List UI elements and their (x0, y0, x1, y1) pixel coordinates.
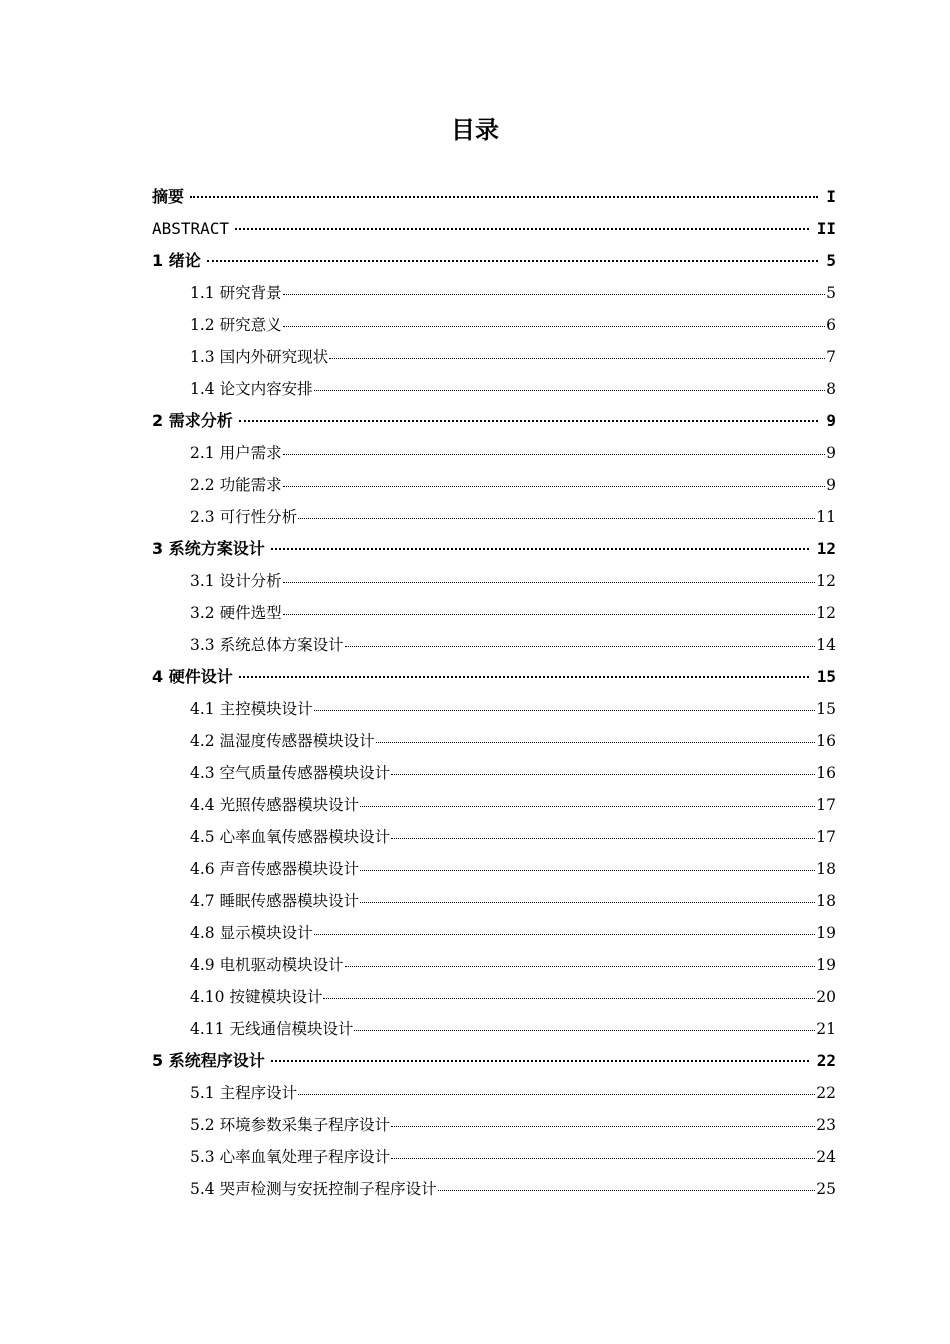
toc-page-number: 23 (816, 1116, 836, 1134)
toc-entry-label: 4.9 电机驱动模块设计 (190, 956, 344, 974)
toc-chapter-entry[interactable] (152, 181, 836, 213)
toc-dot-leader (391, 759, 815, 776)
toc-entry-label: 1.3 国内外研究现状 (190, 348, 329, 366)
toc-entry-label: 4.7 睡眠传感器模块设计 (190, 892, 360, 910)
toc-page-number: 18 (816, 892, 836, 910)
toc-page-number: 5 (826, 251, 836, 270)
toc-section-entry[interactable] (152, 981, 836, 1013)
toc-entry-label: 4.11 无线通信模块设计 (190, 1020, 354, 1038)
toc-dot-leader (239, 661, 809, 678)
toc-entry-label: 4.4 光照传感器模块设计 (190, 796, 360, 814)
toc-section-entry[interactable] (152, 693, 836, 725)
toc-entry-label: 5.1 主程序设计 (190, 1084, 298, 1102)
toc-page-number: 20 (816, 988, 836, 1006)
toc-section-entry[interactable] (152, 597, 836, 629)
toc-chapter-entry[interactable] (152, 661, 836, 693)
toc-entry-label: 3.1 设计分析 (190, 572, 282, 590)
toc-page-number: 8 (826, 380, 836, 398)
toc-dot-leader (438, 1175, 816, 1192)
toc-page-number: 12 (816, 539, 836, 558)
toc-section-entry[interactable] (152, 725, 836, 757)
page-title: 目录 (451, 116, 499, 144)
toc-dot-leader (283, 279, 826, 296)
toc-dot-leader (345, 951, 816, 968)
toc-dot-leader (190, 181, 818, 198)
toc-page-number: 9 (826, 444, 836, 462)
toc-entry-label: 5 系统程序设计 (152, 1051, 265, 1070)
toc-dot-leader (235, 213, 809, 230)
toc-dot-leader (283, 567, 816, 584)
toc-dot-leader (360, 791, 815, 808)
toc-page-number: 5 (826, 284, 836, 302)
toc-section-entry[interactable] (152, 501, 836, 533)
toc-page-number: 17 (816, 828, 836, 846)
toc-chapter-entry[interactable] (152, 1045, 836, 1077)
toc-page-number: 22 (816, 1051, 836, 1070)
toc-entry-label: 4.8 显示模块设计 (190, 924, 313, 942)
toc-page-number: 15 (816, 700, 836, 718)
toc-section-entry[interactable] (152, 917, 836, 949)
toc-dot-leader (391, 1111, 815, 1128)
toc-entry-label: 2.3 可行性分析 (190, 508, 298, 526)
toc-page-number: 9 (826, 411, 836, 430)
toc-entry-label: 5.2 环境参数采集子程序设计 (190, 1116, 391, 1134)
toc-entry-label: 1 绪论 (152, 251, 201, 270)
toc-section-entry[interactable] (152, 373, 836, 405)
toc-page-number: 15 (816, 667, 836, 686)
toc-dot-leader (354, 1015, 815, 1032)
toc-entry-label: 3.2 硬件选型 (190, 604, 282, 622)
toc-dot-leader (314, 375, 826, 392)
toc-page-number: 7 (826, 348, 836, 366)
toc-page-number: 16 (816, 732, 836, 750)
toc-dot-leader (314, 919, 816, 936)
toc-section-entry[interactable] (152, 277, 836, 309)
toc-page-number: 24 (816, 1148, 836, 1166)
toc-entry-label: 4.1 主控模块设计 (190, 700, 313, 718)
toc-entry-label: 5.4 哭声检测与安抚控制子程序设计 (190, 1180, 437, 1198)
toc-dot-leader (271, 1045, 809, 1062)
toc-page-number: 11 (816, 508, 836, 526)
toc-section-entry[interactable] (152, 469, 836, 501)
toc-chapter-entry[interactable] (152, 533, 836, 565)
toc-section-entry[interactable] (152, 309, 836, 341)
toc-entry-label: 2 需求分析 (152, 411, 233, 430)
toc-section-entry[interactable] (152, 821, 836, 853)
toc-dot-leader (283, 311, 826, 328)
toc-page-number: 25 (816, 1180, 836, 1198)
toc-entry-label: 5.3 心率血氧处理子程序设计 (190, 1148, 391, 1166)
toc-dot-leader (391, 823, 815, 840)
toc-dot-leader (376, 727, 816, 744)
toc-dot-leader (283, 599, 816, 616)
toc-dot-leader (283, 471, 826, 488)
toc-entry-label: 2.2 功能需求 (190, 476, 282, 494)
toc-section-entry[interactable] (152, 853, 836, 885)
toc-entry-label: 4.5 心率血氧传感器模块设计 (190, 828, 391, 846)
toc-page-number: 6 (826, 316, 836, 334)
toc-page-number: 9 (826, 476, 836, 494)
toc-page-number: 12 (816, 604, 836, 622)
toc-section-entry[interactable] (152, 789, 836, 821)
toc-section-entry[interactable] (152, 1109, 836, 1141)
toc-entry-label: 1.4 论文内容安排 (190, 380, 313, 398)
toc-page-number: 16 (816, 764, 836, 782)
toc-section-entry[interactable] (152, 757, 836, 789)
toc-page-number: 19 (816, 924, 836, 942)
toc-section-entry[interactable] (152, 565, 836, 597)
toc-entry-label: 3.3 系统总体方案设计 (190, 636, 344, 654)
toc-entry-label: 摘要 (152, 187, 185, 206)
toc-page-number: 18 (816, 860, 836, 878)
toc-section-entry[interactable] (152, 437, 836, 469)
toc-page-number: II (816, 219, 836, 238)
toc-dot-leader (360, 855, 815, 872)
toc-section-entry[interactable] (152, 1173, 836, 1205)
toc-page-number: 14 (816, 636, 836, 654)
toc-page-number: 22 (816, 1084, 836, 1102)
toc-chapter-entry[interactable] (152, 213, 836, 245)
toc-entry-label: 2.1 用户需求 (190, 444, 282, 462)
toc-dot-leader (323, 983, 815, 1000)
toc-page-number: 19 (816, 956, 836, 974)
toc-entry-label: 3 系统方案设计 (152, 539, 265, 558)
toc-section-entry[interactable] (152, 341, 836, 373)
toc-dot-leader (345, 631, 816, 648)
toc-dot-leader (207, 245, 819, 262)
toc-dot-leader (283, 439, 826, 456)
toc-page-number: 17 (816, 796, 836, 814)
toc-entry-label: 4.2 温湿度传感器模块设计 (190, 732, 375, 750)
toc-section-entry[interactable] (152, 1077, 836, 1109)
toc-entry-label: ABSTRACT (152, 219, 230, 238)
toc-section-entry[interactable] (152, 949, 836, 981)
toc-dot-leader (314, 695, 816, 712)
toc-page-number: I (826, 187, 836, 206)
toc-dot-leader (360, 887, 815, 904)
toc-entry-label: 4.10 按键模块设计 (190, 988, 323, 1006)
toc-section-entry[interactable] (152, 629, 836, 661)
toc-dot-leader (329, 343, 825, 360)
toc-section-entry[interactable] (152, 1141, 836, 1173)
toc-dot-leader (298, 503, 815, 520)
toc-entry-label: 4.6 声音传感器模块设计 (190, 860, 360, 878)
toc-dot-leader (239, 405, 819, 422)
toc-entry-label: 4.3 空气质量传感器模块设计 (190, 764, 391, 782)
toc-page-number: 21 (816, 1020, 836, 1038)
toc-chapter-entry[interactable] (152, 245, 836, 277)
toc-entry-label: 4 硬件设计 (152, 667, 233, 686)
toc-section-entry[interactable] (152, 885, 836, 917)
toc-entry-label: 1.2 研究意义 (190, 316, 282, 334)
toc-dot-leader (298, 1079, 815, 1096)
toc-section-entry[interactable] (152, 1013, 836, 1045)
toc-dot-leader (391, 1143, 815, 1160)
toc-dot-leader (271, 533, 809, 550)
toc-chapter-entry[interactable] (152, 405, 836, 437)
table-of-contents (152, 181, 836, 1205)
toc-entry-label: 1.1 研究背景 (190, 284, 282, 302)
toc-page-number: 12 (816, 572, 836, 590)
